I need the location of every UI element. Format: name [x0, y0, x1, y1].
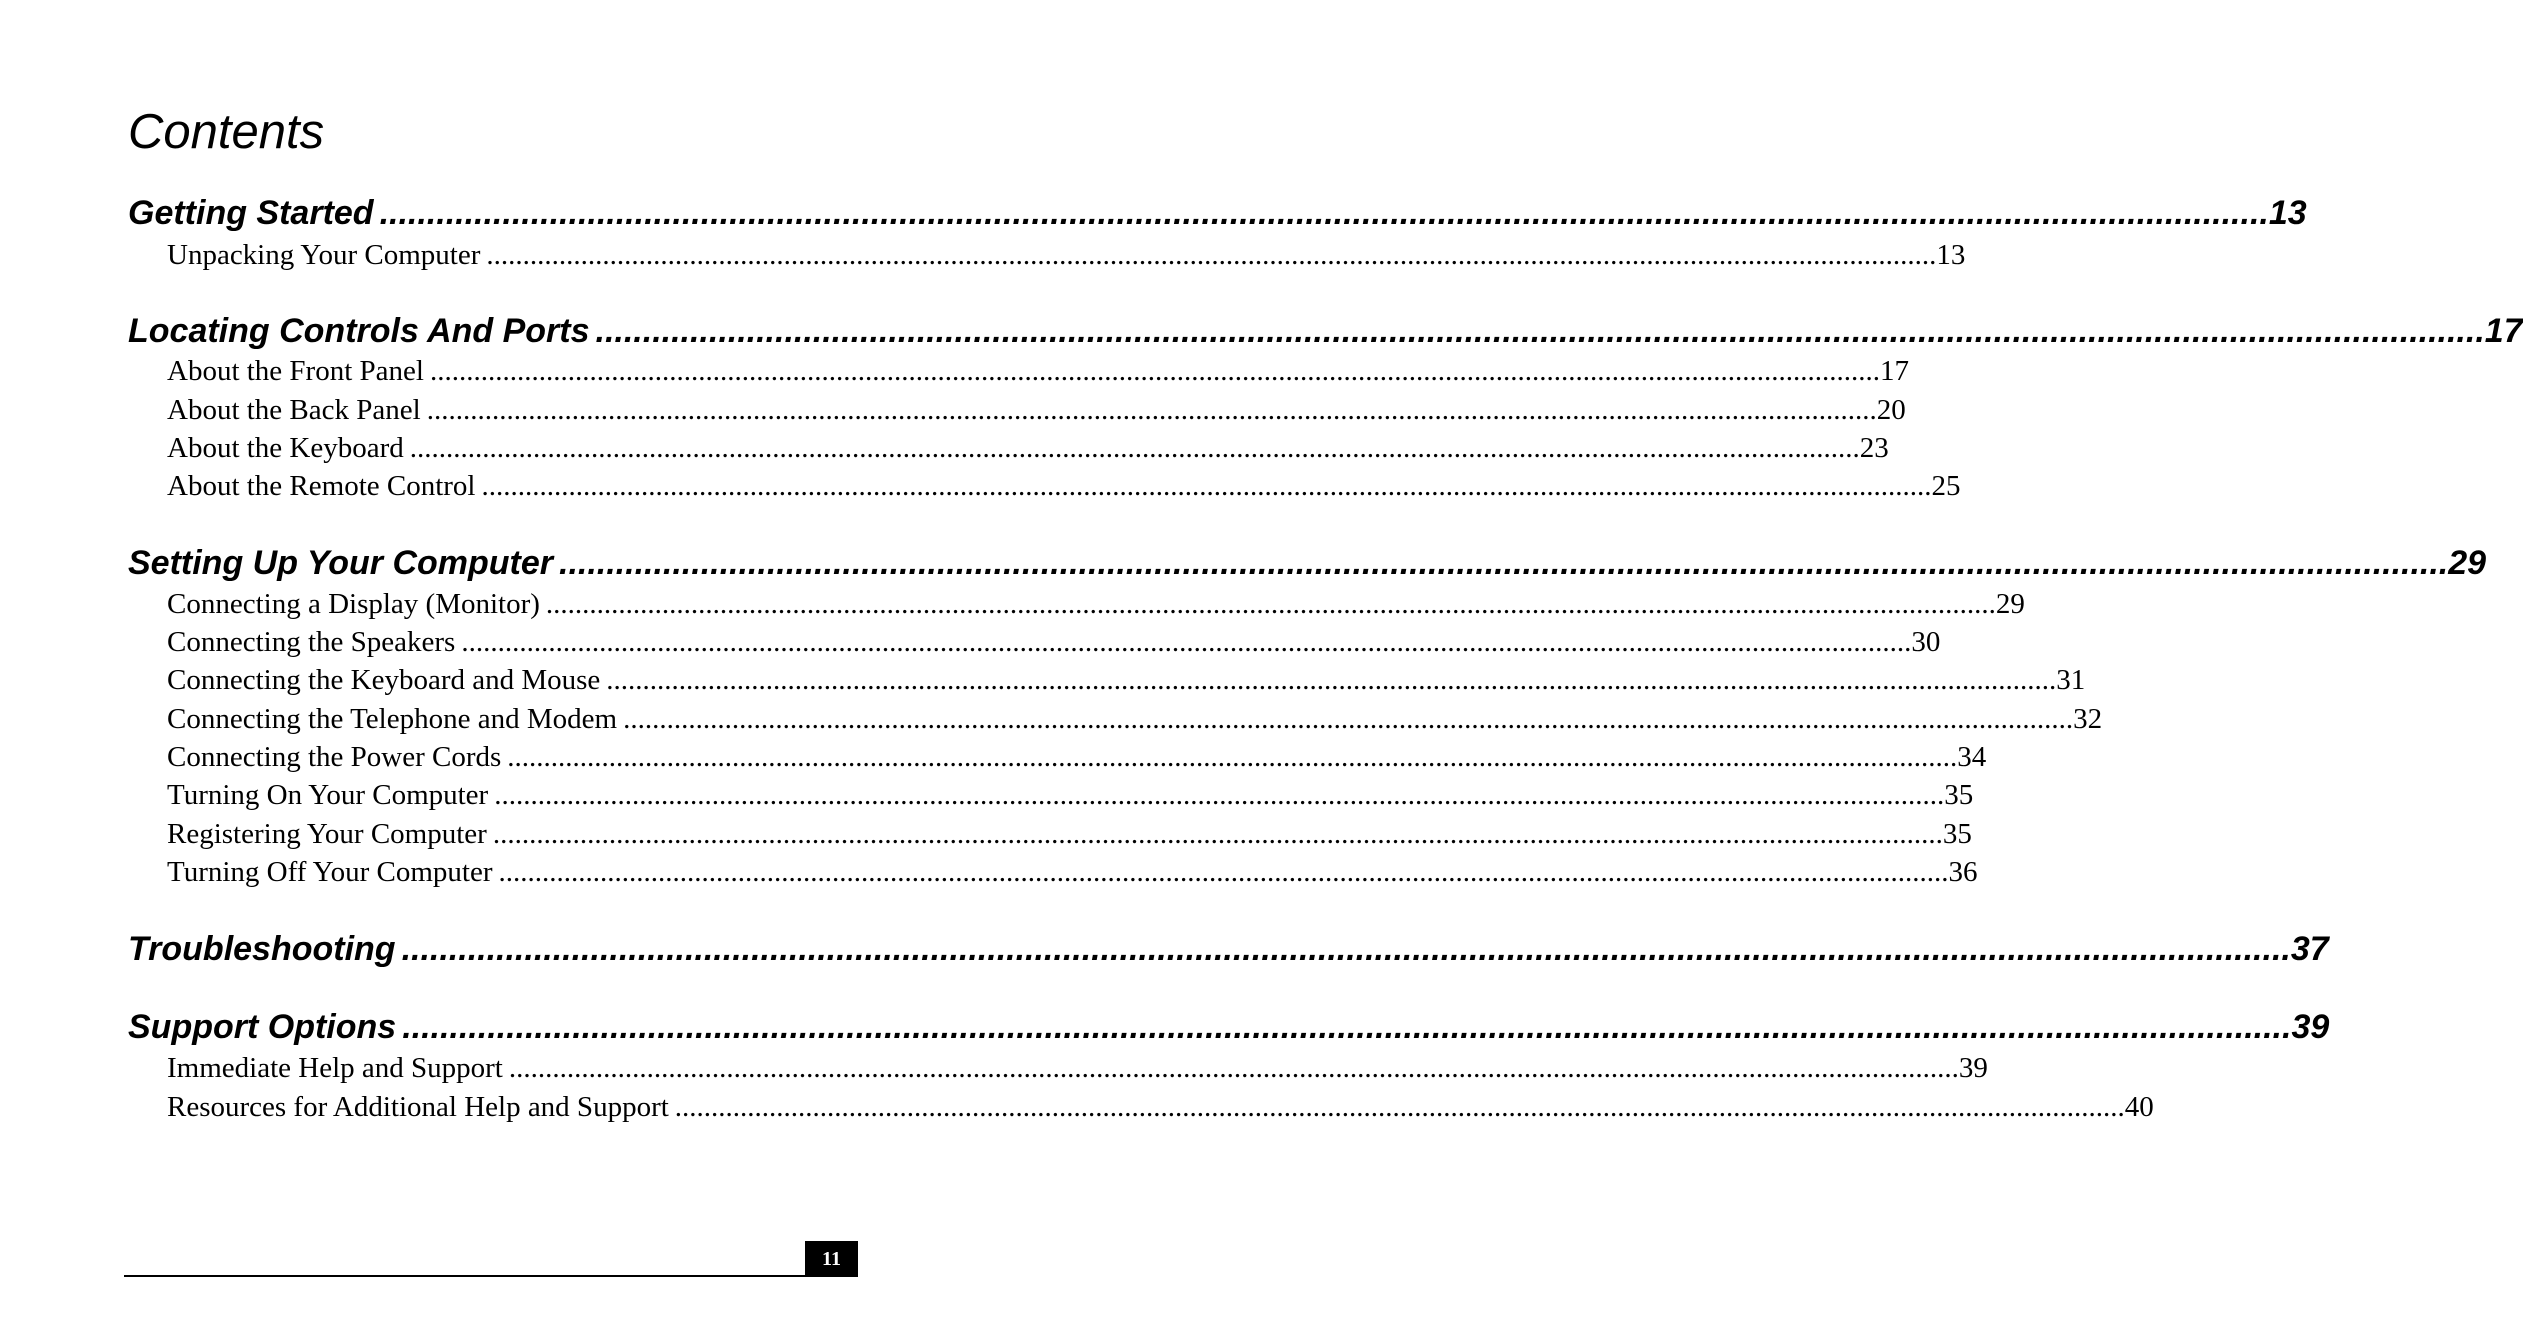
toc-entry[interactable] — [167, 237, 1966, 273]
toc-section-label: Setting Up Your Computer — [128, 544, 553, 582]
page-number: 11 — [822, 1247, 841, 1270]
dot-leader: ........................................................................................................................................................................................................ — [545, 588, 1996, 620]
dot-leader: ........................................................................................................................................................................................................ — [508, 1052, 1959, 1084]
toc-entry-page: 29 — [1995, 588, 2025, 620]
dot-leader: ........................................................................................................................................................................................................ — [379, 194, 2269, 232]
page-title: Contents — [128, 105, 325, 159]
dot-leader: ........................................................................................................................................................................................................ — [481, 470, 1932, 502]
toc-section-locating-controls[interactable] — [128, 309, 2523, 353]
toc-entry[interactable] — [167, 624, 1941, 660]
toc-section-setting-up[interactable] — [128, 541, 2487, 585]
dot-leader: ........................................................................................................................................................................................................ — [426, 394, 1877, 426]
dot-leader: ........................................................................................................................................................................................................ — [559, 544, 2449, 582]
toc-entry-label: About the Back Panel — [167, 394, 421, 426]
toc-entry-page: 25 — [1931, 470, 1961, 502]
toc-entry-label: Connecting the Power Cords — [167, 741, 502, 773]
toc-section-label: Locating Controls And Ports — [128, 312, 590, 350]
toc-entry[interactable] — [167, 662, 2086, 698]
toc-section-page: 39 — [2291, 1008, 2330, 1046]
toc-entry-page: 30 — [1911, 626, 1941, 658]
toc-section-label: Support Options — [128, 1008, 397, 1046]
toc-entry-page: 32 — [2073, 703, 2103, 735]
toc-entry-page: 36 — [1948, 856, 1978, 888]
toc-entry[interactable] — [167, 701, 2103, 737]
toc-entry-label: Connecting the Telephone and Modem — [167, 703, 618, 735]
dot-leader: ........................................................................................................................................................................................................ — [492, 818, 1943, 850]
dot-leader: ........................................................................................................................................................................................................ — [401, 930, 2291, 968]
toc-entry[interactable] — [167, 777, 1974, 813]
toc-entry-label: Registering Your Computer — [167, 818, 487, 850]
toc-entry-label: Immediate Help and Support — [167, 1052, 503, 1084]
toc-entry-page: 40 — [2124, 1091, 2154, 1123]
toc-entry-page: 35 — [1944, 779, 1974, 811]
toc-section-page: 13 — [2268, 194, 2307, 232]
toc-entry[interactable] — [167, 430, 1889, 466]
dot-leader: ........................................................................................................................................................................................................ — [461, 626, 1912, 658]
toc-entry[interactable] — [167, 1089, 2154, 1125]
toc-section-getting-started[interactable] — [128, 191, 2307, 235]
dot-leader: ........................................................................................................................................................................................................ — [494, 779, 1945, 811]
toc-section-support-options[interactable] — [128, 1005, 2330, 1049]
toc-entry-page: 31 — [2056, 664, 2086, 696]
page-number-badge — [805, 1241, 858, 1277]
toc-entry-label: About the Keyboard — [167, 432, 404, 464]
toc-entry-label: Connecting the Speakers — [167, 626, 456, 658]
toc-section-page: 17 — [2484, 312, 2523, 350]
toc-entry[interactable] — [167, 816, 1972, 852]
toc-entry-page: 17 — [1879, 355, 1909, 387]
toc-entry-label: About the Remote Control — [167, 470, 476, 502]
toc-entry-label: About the Front Panel — [167, 355, 424, 387]
dot-leader: ........................................................................................................................................................................................................ — [606, 664, 2057, 696]
toc-entry-label: Unpacking Your Computer — [167, 239, 481, 271]
toc-entry[interactable] — [167, 1050, 1988, 1086]
toc-section-label: Getting Started — [128, 194, 374, 232]
toc-entry-page: 39 — [1958, 1052, 1988, 1084]
toc-entry-label: Connecting the Keyboard and Mouse — [167, 664, 601, 696]
dot-leader: ........................................................................................................................................................................................................ — [674, 1091, 2125, 1123]
toc-entry[interactable] — [167, 854, 1978, 890]
dot-leader: ........................................................................................................................................................................................................ — [429, 355, 1880, 387]
toc-entry-label: Connecting a Display (Monitor) — [167, 588, 540, 620]
dot-leader: ........................................................................................................................................................................................................ — [402, 1008, 2292, 1046]
toc-section-label: Troubleshooting — [128, 930, 396, 968]
toc-section-troubleshooting[interactable] — [128, 927, 2329, 971]
toc-section-page: 37 — [2290, 930, 2329, 968]
toc-entry-label: Turning On Your Computer — [167, 779, 489, 811]
toc-entry-page: 13 — [1936, 239, 1966, 271]
toc-entry-page: 23 — [1859, 432, 1889, 464]
dot-leader: ........................................................................................................................................................................................................ — [595, 312, 2485, 350]
dot-leader: ........................................................................................................................................................................................................ — [486, 239, 1937, 271]
dot-leader: ........................................................................................................................................................................................................ — [409, 432, 1860, 464]
toc-entry-page: 34 — [1957, 741, 1987, 773]
dot-leader: ........................................................................................................................................................................................................ — [507, 741, 1958, 773]
toc-entry-label: Turning Off Your Computer — [167, 856, 493, 888]
toc-entry-page: 35 — [1942, 818, 1972, 850]
toc-entry[interactable] — [167, 739, 1987, 775]
toc-entry-label: Resources for Additional Help and Support — [167, 1091, 669, 1123]
toc-entry[interactable] — [167, 468, 1961, 504]
toc-section-page: 29 — [2448, 544, 2487, 582]
dot-leader: ........................................................................................................................................................................................................ — [498, 856, 1949, 888]
dot-leader: ........................................................................................................................................................................................................ — [623, 703, 2074, 735]
toc-entry[interactable] — [167, 586, 2025, 622]
toc-entry[interactable] — [167, 353, 1909, 389]
toc-entry-page: 20 — [1876, 394, 1906, 426]
footer-rule — [124, 1275, 858, 1277]
toc-entry[interactable] — [167, 392, 1906, 428]
